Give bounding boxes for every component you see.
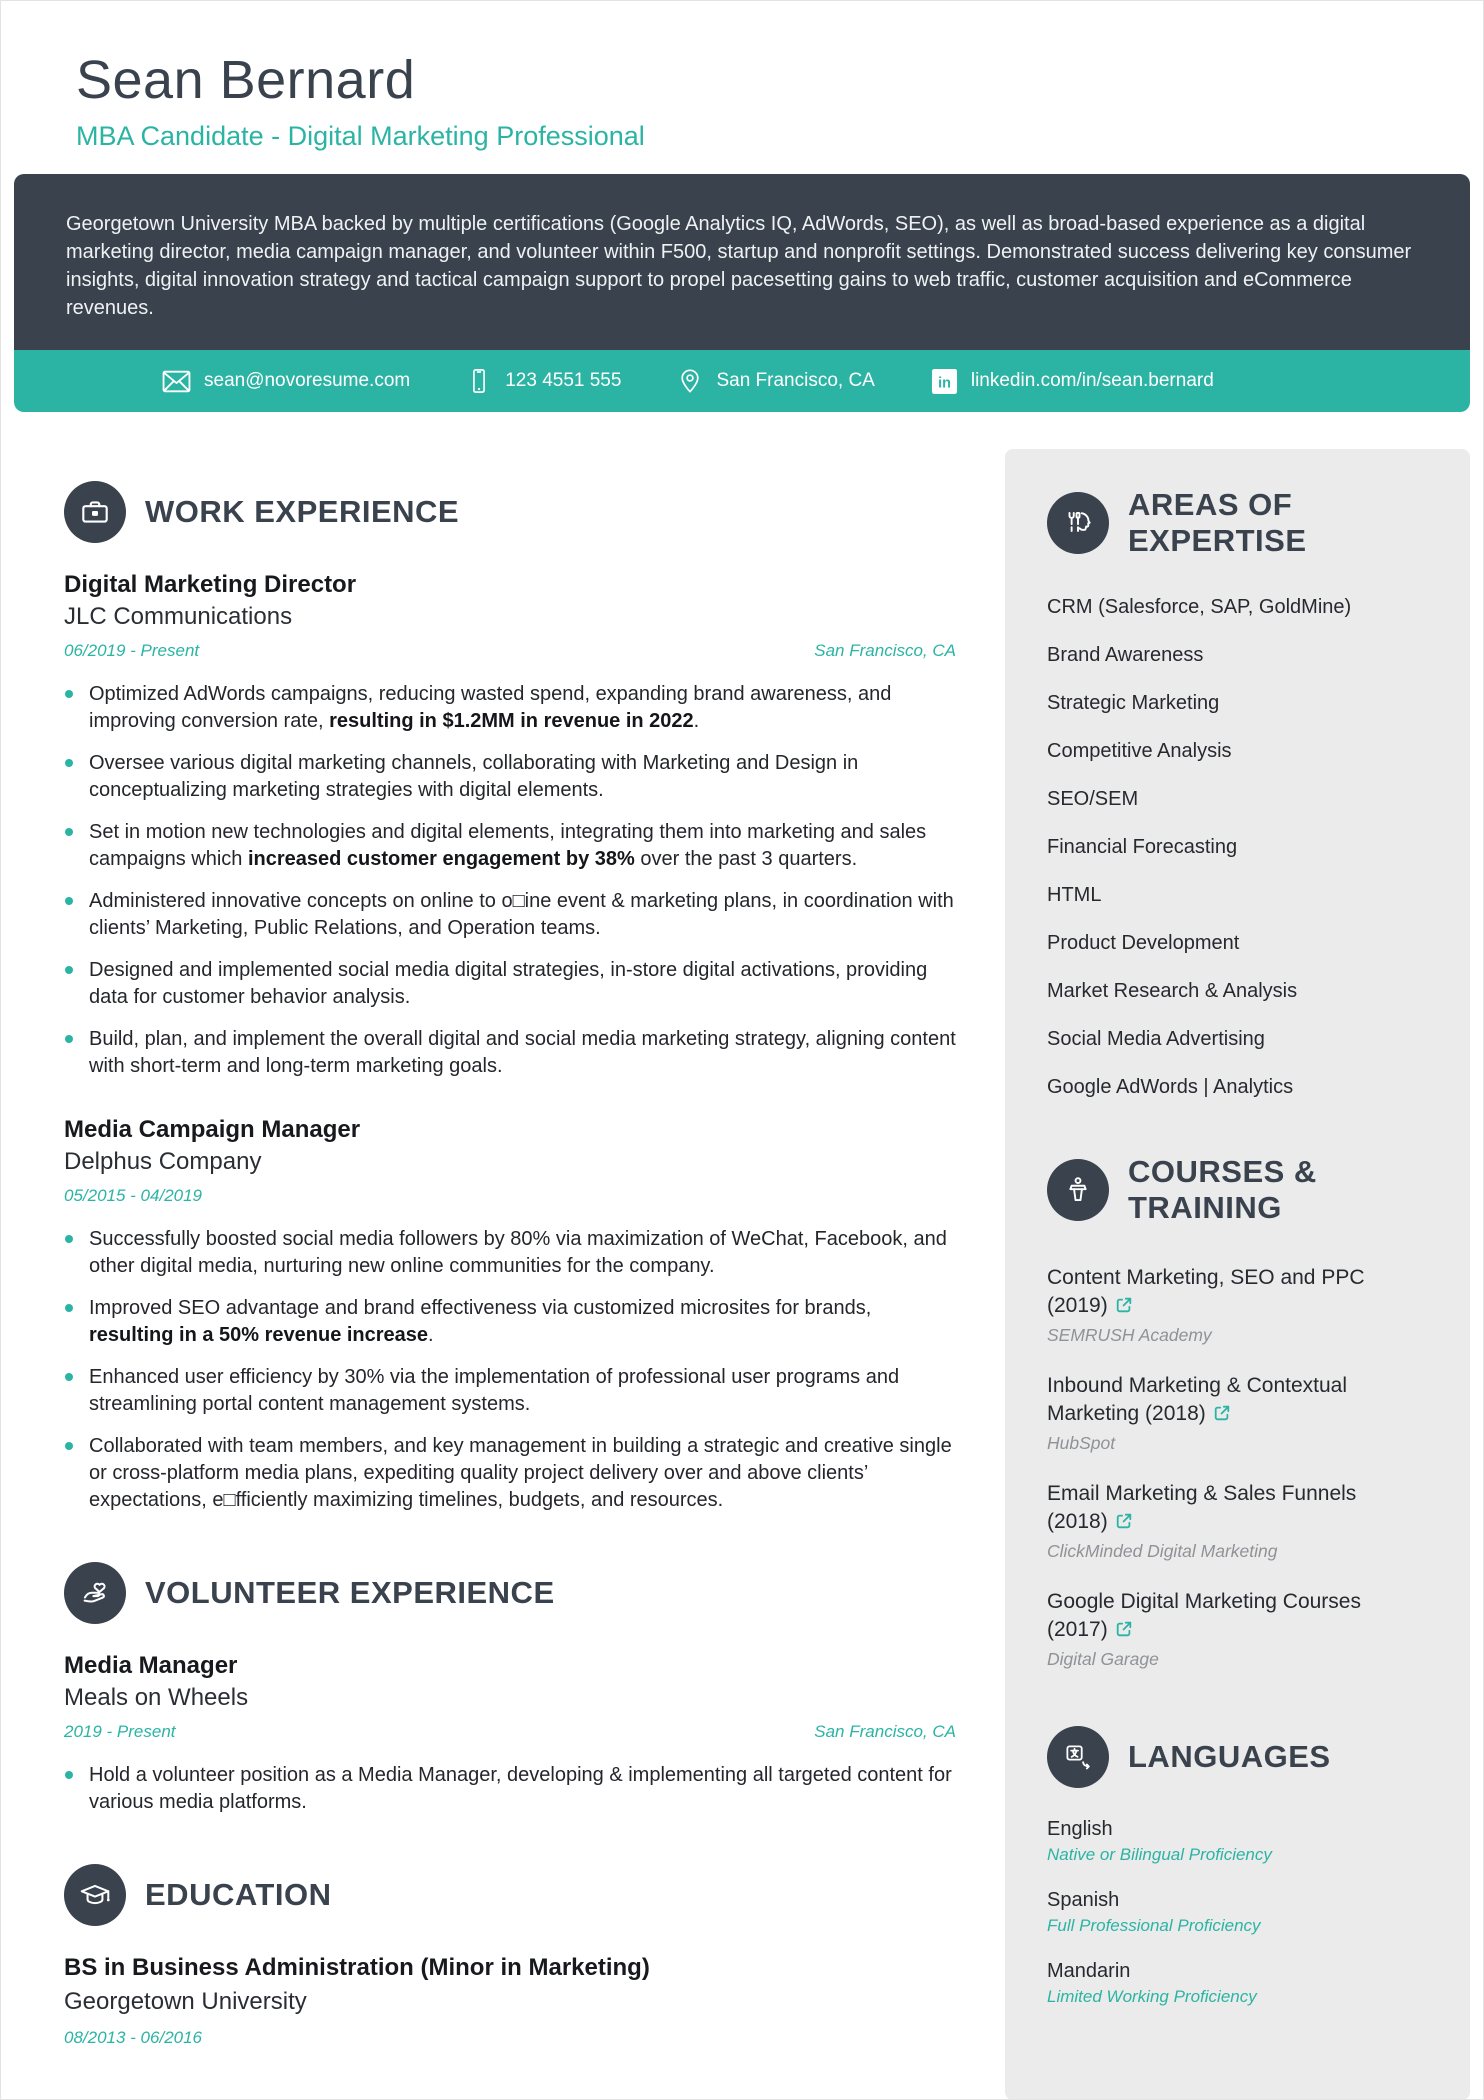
- contact-location: [677, 367, 874, 395]
- languages-list: [1047, 1818, 1432, 2007]
- skill-item: Google AdWords | Analytics: [1047, 1076, 1294, 1098]
- education-section-header: [64, 1864, 956, 1926]
- skill-item: Brand Awareness: [1047, 644, 1204, 666]
- languages-section-title: LANGUAGES: [1128, 1739, 1331, 1774]
- course-provider: SEMRUSH Academy: [1047, 1325, 1212, 1345]
- section-courses-training: [1047, 1154, 1432, 1670]
- job-bullet: [64, 888, 956, 942]
- job-bullet-list: [64, 1762, 956, 1816]
- job-bullet: [64, 1295, 956, 1349]
- job-company: Meals on Wheels: [64, 1684, 249, 1711]
- job-bullet: [64, 1226, 956, 1280]
- person-title: MBA Candidate - Digital Marketing Professional: [76, 121, 645, 151]
- job-bullet: [64, 1762, 956, 1816]
- summary-and-contact: [14, 174, 1470, 412]
- work-section-header: [64, 481, 956, 543]
- person-name: Sean Bernard: [76, 50, 416, 110]
- contact-bar: [14, 350, 1470, 412]
- course-provider: HubSpot: [1047, 1433, 1116, 1453]
- translate-icon: [1047, 1726, 1109, 1788]
- skills-list: [1047, 597, 1432, 1098]
- job-bullet: [64, 957, 956, 1011]
- bullet-text: .: [428, 1324, 434, 1346]
- job-meta: [64, 1186, 956, 1206]
- summary-text: Georgetown University MBA backed by multiple certifications (Google Analytics IQ, AdWords, SEO), as well as broad-based experience as a digital marketing director, media campaign manager, and volunteer within F500, startup and nonprofit settings. Demonstrated success delivering key consumer insights, digital innovation strategy and tactical campaign support to propel pacesetting gains to web traffic, customer acquisition and eCommerce revenues.: [14, 174, 1470, 350]
- course-title: Content Marketing, SEO and PPC (2019): [1047, 1264, 1409, 1322]
- job-bullet: [64, 681, 956, 735]
- job-entry: [64, 1116, 956, 1514]
- expertise-section-header: [1047, 487, 1432, 559]
- head-tools-icon: [1047, 492, 1109, 554]
- bullet-text: resulting in a 50% revenue increase: [89, 1324, 429, 1346]
- job-bullet: [64, 819, 956, 873]
- education-degree: BS in Business Administration (Minor in Marketing): [64, 1954, 650, 1981]
- contact-phone: [466, 367, 621, 395]
- work-section-title: WORK EXPERIENCE: [145, 494, 460, 529]
- skill-item: HTML: [1047, 884, 1102, 906]
- bullet-text: .: [693, 710, 700, 732]
- skill-item: Financial Forecasting: [1047, 836, 1238, 858]
- language-level: Native or Bilingual Proficiency: [1047, 1845, 1272, 1864]
- language-name: Spanish: [1047, 1889, 1120, 1911]
- language-item: [1047, 1818, 1432, 1865]
- expertise-section-title: AREAS OF EXPERTISE: [1128, 487, 1307, 558]
- bullet-text: Successfully boosted social media followers by 80% via maximization of WeChat, Facebook, and other digital media, nurturing new online communities for the company.: [89, 1228, 947, 1277]
- job-dates: 05/2015 - 04/2019: [64, 1186, 203, 1205]
- left-column: [64, 449, 956, 2048]
- section-education: [64, 1864, 956, 2048]
- job-entry: [64, 1652, 956, 1816]
- bullet-text: Oversee various digital marketing channels, collaborating with Marketing and Design in conceptualizing marketing strategies with digital elements.: [89, 752, 859, 801]
- svg-text:in: in: [937, 374, 951, 391]
- bullet-text: Set in motion new technologies and digital elements, integrating them into marketing and sales campaigns which: [89, 821, 927, 870]
- volunteer-section-title: VOLUNTEER EXPERIENCE: [145, 1575, 555, 1610]
- skill-item: CRM (Salesforce, SAP, GoldMine): [1047, 596, 1352, 618]
- language-name: English: [1047, 1818, 1113, 1840]
- contact-linkedin[interactable]: [931, 368, 1214, 395]
- course-item: [1047, 1588, 1432, 1670]
- skill-item: Social Media Advertising: [1047, 1028, 1265, 1050]
- volunteer-jobs: [64, 1652, 956, 1816]
- linkedin-icon: [931, 368, 958, 395]
- sidebar: [1005, 449, 1470, 2100]
- job-title: Media Manager: [64, 1652, 238, 1679]
- courses-section-title: COURSES & TRAINING: [1128, 1154, 1317, 1225]
- graduation-cap-icon: [64, 1864, 126, 1926]
- course-provider: ClickMinded Digital Marketing: [1047, 1541, 1278, 1561]
- skill-item: SEO/SEM: [1047, 788, 1139, 810]
- bullet-text: Enhanced user efficiency by 30% via the implementation of professional user programs and streamlining portal content management systems.: [89, 1366, 900, 1415]
- course-item: [1047, 1264, 1432, 1346]
- bullet-text: Designed and implemented social media digital strategies, in-store digital activations, providing data for customer behavior analysis.: [89, 959, 928, 1008]
- job-bullet: [64, 1026, 956, 1080]
- course-title: Inbound Marketing & Contextual Marketing (2018): [1047, 1372, 1409, 1430]
- section-areas-of-expertise: [1047, 487, 1432, 1098]
- external-link-icon[interactable]: [1213, 1402, 1231, 1430]
- job-title: Digital Marketing Director: [64, 571, 357, 598]
- job-meta: [64, 1722, 956, 1742]
- section-volunteer-experience: [64, 1562, 956, 1816]
- language-level: Limited Working Proficiency: [1047, 1987, 1257, 2006]
- languages-section-header: [1047, 1726, 1432, 1788]
- education-school: Georgetown University: [64, 1988, 307, 2015]
- education-section-title: EDUCATION: [145, 1877, 332, 1912]
- section-languages: [1047, 1726, 1432, 2007]
- job-bullet: [64, 750, 956, 804]
- language-level: Full Professional Proficiency: [1047, 1916, 1261, 1935]
- course-item: [1047, 1480, 1432, 1562]
- job-company: JLC Communications: [64, 603, 293, 630]
- bullet-text: Administered innovative concepts on online to o□ine event & marketing plans, in coordination with clients’ Marketing, Public Relations, and Operation teams.: [89, 890, 954, 939]
- hand-heart-icon: [64, 1562, 126, 1624]
- main-columns: [1, 449, 1483, 2100]
- course-title: Google Digital Marketing Courses (2017): [1047, 1588, 1409, 1646]
- work-jobs: [64, 571, 956, 1514]
- bullet-text: Hold a volunteer position as a Media Manager, developing & implementing all targeted content for various media platforms.: [89, 1764, 952, 1813]
- job-bullet-list: [64, 681, 956, 1080]
- job-company: Delphus Company: [64, 1148, 262, 1175]
- skill-item: Product Development: [1047, 932, 1240, 954]
- bullet-text: resulting in $1.2MM in revenue in 2022: [329, 710, 694, 732]
- job-location: San Francisco, CA: [814, 1722, 956, 1741]
- bullet-text: increased customer engagement by 38%: [247, 848, 635, 870]
- phone-icon: [466, 367, 492, 395]
- bullet-text: Collaborated with team members, and key management in building a strategic and creative single or cross-platform media plans, expediting quality project delivery over and above clients’ expectations, e□fficiently maximizing timelines, budgets, and resources.: [89, 1435, 952, 1511]
- language-item: [1047, 1960, 1432, 2007]
- external-link-icon[interactable]: [1115, 1618, 1133, 1646]
- job-bullet-list: [64, 1226, 956, 1514]
- language-item: [1047, 1889, 1432, 1936]
- skill-item: Competitive Analysis: [1047, 740, 1232, 762]
- course-item: [1047, 1372, 1432, 1454]
- contact-linkedin-text: linkedin.com/in/sean.bernard: [970, 370, 1214, 391]
- courses-list: [1047, 1264, 1432, 1670]
- course-title: Email Marketing & Sales Funnels (2018): [1047, 1480, 1409, 1538]
- volunteer-section-header: [64, 1562, 956, 1624]
- podium-icon: [1047, 1159, 1109, 1221]
- contact-email-text: sean@novoresume.com: [204, 370, 411, 391]
- job-entry: [64, 571, 956, 1080]
- skill-item: Market Research & Analysis: [1047, 980, 1298, 1002]
- job-meta: [64, 641, 956, 661]
- education-dates: 08/2013 - 06/2016: [64, 2028, 203, 2047]
- contact-email[interactable]: [162, 369, 410, 394]
- course-provider: Digital Garage: [1047, 1649, 1159, 1669]
- envelope-icon: [162, 369, 191, 394]
- bullet-text: Improved SEO advantage and brand effectiveness via customized microsites for brands,: [89, 1297, 872, 1319]
- job-bullet: [64, 1433, 956, 1514]
- job-location: San Francisco, CA: [814, 641, 956, 660]
- location-pin-icon: [677, 367, 703, 395]
- bullet-text: over the past 3 quarters.: [634, 848, 858, 870]
- contact-phone-text: 123 4551 555: [505, 370, 622, 391]
- contact-location-text: San Francisco, CA: [716, 370, 875, 391]
- bullet-text: Optimized AdWords campaigns, reducing wasted spend, expanding brand awareness, and improving conversion rate,: [89, 683, 892, 732]
- courses-section-header: [1047, 1154, 1432, 1226]
- job-dates: 06/2019 - Present: [64, 641, 200, 660]
- briefcase-icon: [64, 481, 126, 543]
- job-dates: 2019 - Present: [64, 1722, 176, 1741]
- language-name: Mandarin: [1047, 1960, 1131, 1982]
- header: [1, 1, 1483, 152]
- skill-item: Strategic Marketing: [1047, 692, 1220, 714]
- external-link-icon[interactable]: [1115, 1510, 1133, 1538]
- job-title: Media Campaign Manager: [64, 1116, 361, 1143]
- external-link-icon[interactable]: [1115, 1294, 1133, 1322]
- education-entry: [64, 1954, 956, 2048]
- job-bullet: [64, 1364, 956, 1418]
- section-work-experience: [64, 481, 956, 1514]
- bullet-text: Build, plan, and implement the overall digital and social media marketing strategy, aligning content with short-term and long-term marketing goals.: [89, 1028, 956, 1077]
